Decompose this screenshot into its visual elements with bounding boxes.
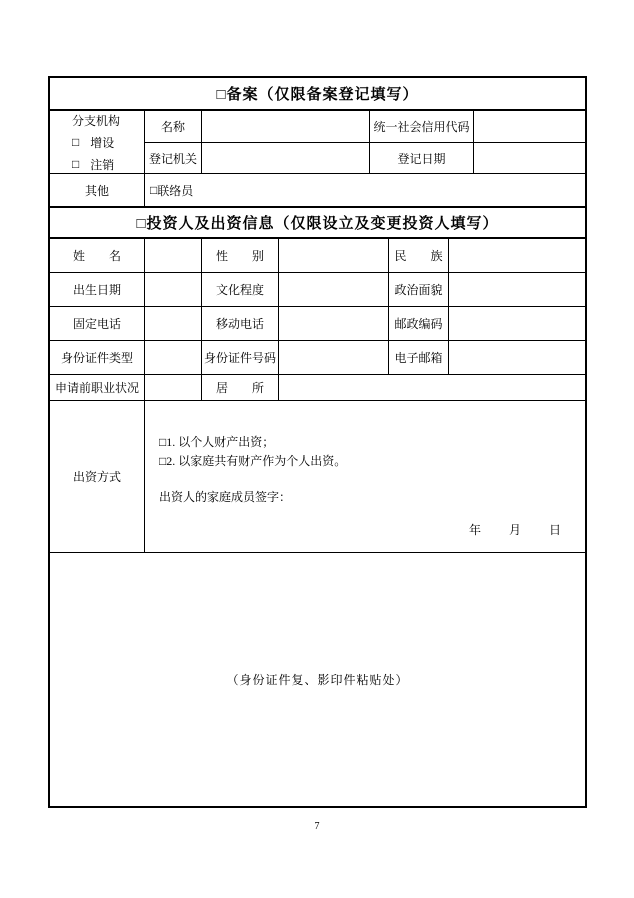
name-label: 姓 名	[50, 239, 145, 273]
gender-label: 性 别	[202, 239, 279, 273]
uscc-label: 统一社会信用代码	[370, 111, 474, 143]
political-status-value-cell[interactable]	[449, 273, 585, 307]
branch-option-add	[72, 134, 114, 151]
date-year-label: 年	[468, 522, 481, 537]
contact-person-label: 联络员	[157, 183, 194, 198]
branch-name-value-cell[interactable]	[202, 111, 370, 143]
registration-authority-value-cell[interactable]	[202, 143, 370, 174]
branch-office-label: 分支机构	[72, 113, 121, 128]
investor-section-title: □投资人及出资信息（仅限设立及变更投资人填写）	[50, 206, 585, 239]
other-value-cell[interactable]	[145, 174, 585, 206]
ethnicity-value-cell[interactable]	[449, 239, 585, 273]
residence-label: 居 所	[202, 375, 279, 401]
contribution-method-cell	[145, 401, 585, 553]
checkbox-cancel-icon[interactable]: □	[72, 156, 80, 171]
id-type-label: 身份证件类型	[50, 341, 145, 375]
contribution-row	[50, 401, 585, 553]
page-number: 7	[314, 821, 320, 832]
gender-value-cell[interactable]	[279, 239, 389, 273]
backup-section-grid	[50, 111, 585, 206]
branch-add-label: 增设	[90, 135, 115, 150]
other-label: 其他	[50, 174, 145, 206]
date-month-label: 月	[508, 522, 521, 537]
occupation-value-cell[interactable]	[145, 375, 202, 401]
mobile-label: 移动电话	[202, 307, 279, 341]
residence-value-cell[interactable]	[279, 375, 585, 401]
name-value-cell[interactable]	[145, 239, 202, 273]
branch-name-label: 名称	[145, 111, 202, 143]
landline-value-cell[interactable]	[145, 307, 202, 341]
education-value-cell[interactable]	[279, 273, 389, 307]
landline-label: 固定电话	[50, 307, 145, 341]
id-type-value-cell[interactable]	[145, 341, 202, 375]
ethnicity-label: 民 族	[389, 239, 449, 273]
checkbox-add-icon[interactable]: □	[72, 134, 80, 149]
birth-date-label: 出生日期	[50, 273, 145, 307]
postal-code-label: 邮政编码	[389, 307, 449, 341]
id-number-label: 身份证件号码	[202, 341, 279, 375]
id-photocopy-area	[50, 553, 585, 806]
contribution-method-label: 出资方式	[50, 401, 145, 553]
branch-office-cell	[50, 111, 145, 174]
branch-cancel-label: 注销	[90, 157, 115, 172]
email-label: 电子邮箱	[389, 341, 449, 375]
postal-code-value-cell[interactable]	[449, 307, 585, 341]
email-value-cell[interactable]	[449, 341, 585, 375]
mobile-value-cell[interactable]	[279, 307, 389, 341]
contribution-option-family[interactable]: □2. 以家庭共有财产作为个人出资。	[159, 454, 347, 469]
registration-date-value-cell[interactable]	[474, 143, 585, 174]
education-label: 文化程度	[202, 273, 279, 307]
backup-section-title: □备案（仅限备案登记填写）	[50, 78, 585, 111]
occupation-label: 申请前职业状况	[50, 375, 145, 401]
id-number-value-cell[interactable]	[279, 341, 389, 375]
id-photocopy-placeholder: （身份证件复、影印件粘贴处）	[226, 673, 409, 687]
checkbox-contact-icon[interactable]: □	[150, 182, 158, 197]
political-status-label: 政治面貌	[389, 273, 449, 307]
investor-section-grid	[50, 239, 585, 401]
family-signature-label: 出资人的家庭成员签字：	[159, 490, 292, 505]
contribution-option-personal[interactable]: □1. 以个人财产出资；	[159, 435, 275, 449]
registration-form-table	[48, 76, 587, 808]
birth-date-value-cell[interactable]	[145, 273, 202, 307]
signature-date-line	[469, 521, 561, 540]
date-day-label: 日	[548, 522, 561, 537]
registration-authority-label: 登记机关	[145, 143, 202, 174]
uscc-value-cell[interactable]	[474, 111, 585, 143]
branch-option-cancel	[72, 156, 114, 173]
registration-date-label: 登记日期	[370, 143, 474, 174]
